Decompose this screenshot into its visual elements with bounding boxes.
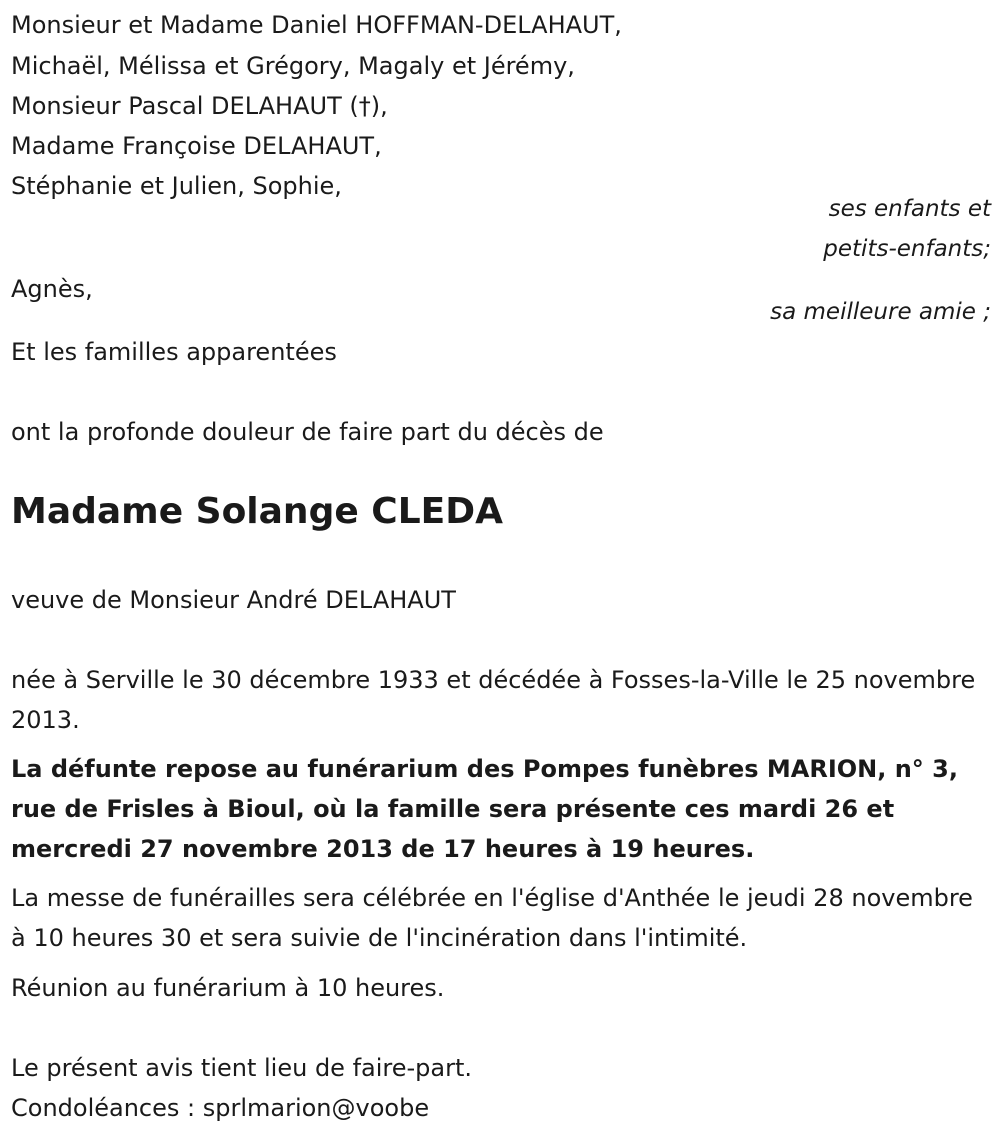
relation-children: ses enfants et [828,196,991,222]
friend-relation: sa meilleure amie ; [770,299,991,325]
family-line-2: Michaël, Mélissa et Grégory, Magaly et Jérémy, [11,52,575,80]
related-families: Et les familles apparentées [11,338,337,366]
family-line-5: Stéphanie et Julien, Sophie, [11,172,342,200]
family-line-3: Monsieur Pascal DELAHAUT (†), [11,92,388,120]
family-line-4: Madame Françoise DELAHAUT, [11,132,382,160]
mass-text: La messe de funérailles sera célébrée en l'église d'Anthée le jeudi 28 novembre à 10 heures 30 et sera suivie de l'incinération dans l'intimité. [11,884,973,952]
relation-grandchildren: petits-enfants; [823,236,991,262]
birth-death-text: née à Serville le 30 décembre 1933 et décédée à Fosses-la-Ville le 25 novembre 2013. [11,666,976,734]
notice-text: Le présent avis tient lieu de faire-part. [11,1054,473,1082]
announcement-text: ont la profonde douleur de faire part du décès de [11,418,604,446]
meeting-text: Réunion au funérarium à 10 heures. [11,974,445,1002]
deceased-name: Madame Solange CLEDA [11,491,503,532]
friend-name: Agnès, [11,275,93,303]
family-line-1: Monsieur et Madame Daniel HOFFMAN-DELAHAUT, [11,11,622,39]
condolences-text: Condoléances : sprlmarion@voobe [11,1094,430,1122]
spouse-text: veuve de Monsieur André DELAHAUT [11,586,456,614]
funerarium-text: La défunte repose au funérarium des Pompes funèbres MARION, n° 3, rue de Frisles à Bioul, où la famille sera présente ces mardi 26 et mercredi 27 novembre 2013 de 17 heures à 19 heures. [11,755,958,863]
